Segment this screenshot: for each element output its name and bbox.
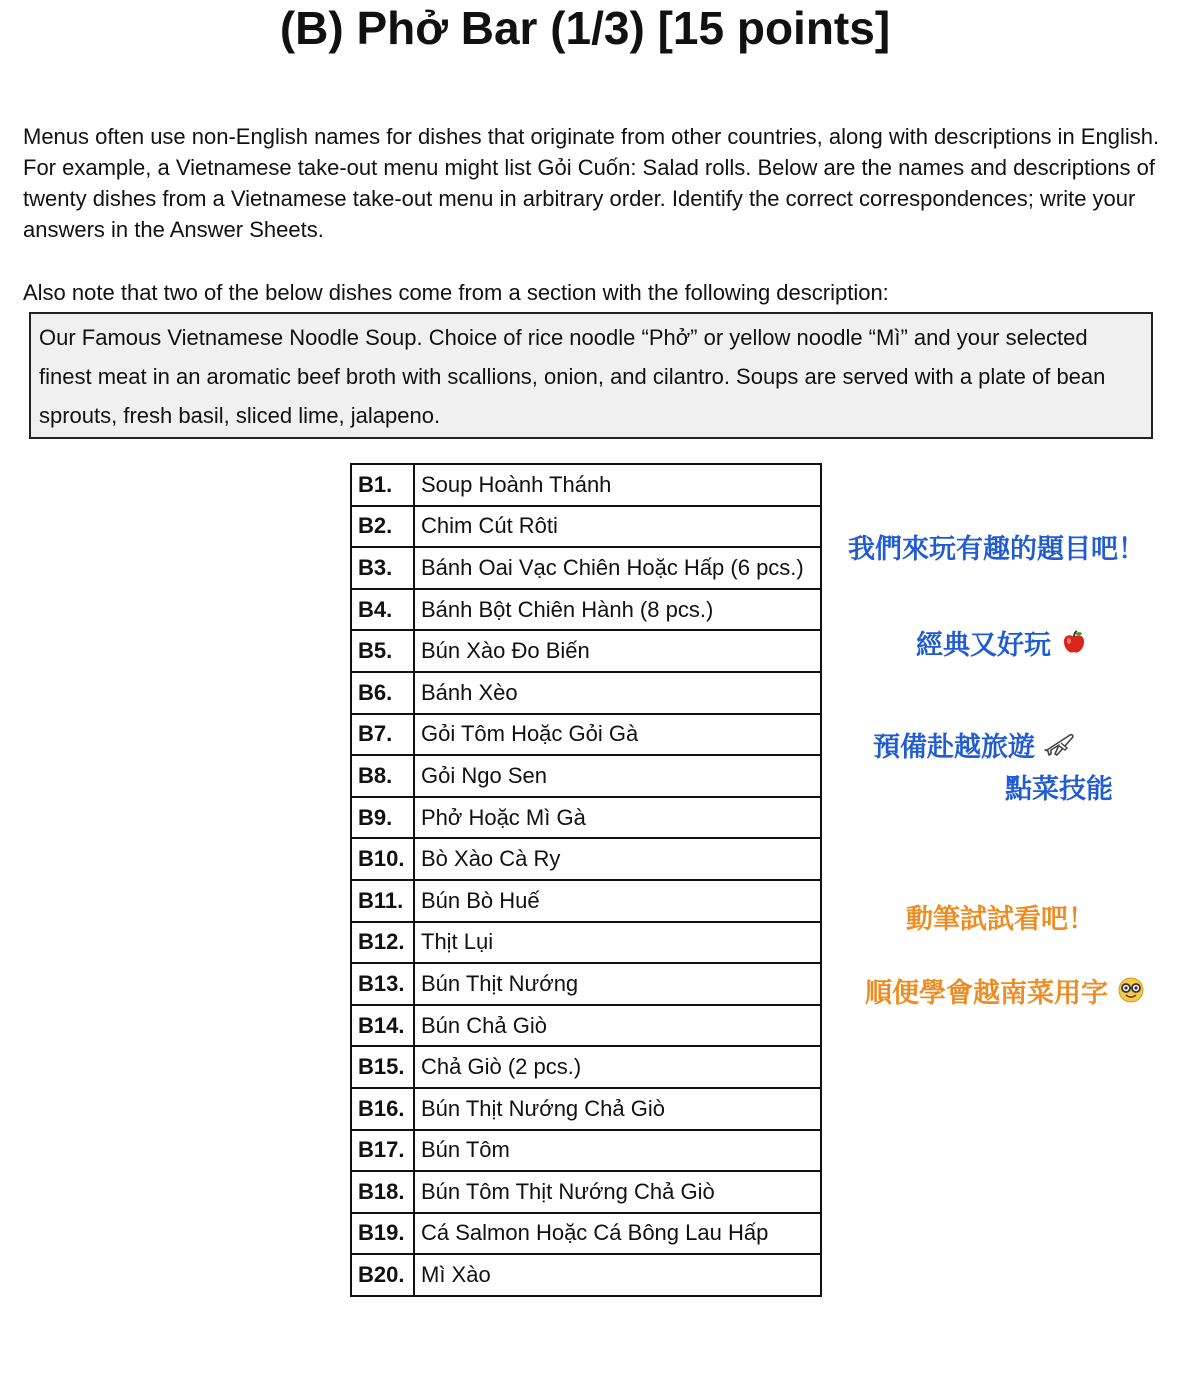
dish-name: Cá Salmon Hoặc Cá Bông Lau Hấp <box>414 1213 821 1255</box>
dish-code: B7. <box>351 714 414 756</box>
dish-row <box>351 963 821 1005</box>
dish-code: B11. <box>351 880 414 922</box>
dish-code: B14. <box>351 1005 414 1047</box>
dish-code: B3. <box>351 547 414 589</box>
dish-table <box>350 463 822 1297</box>
side-note-5: 動筆試試看吧！ <box>906 904 1095 935</box>
dish-name: Chim Cút Rôti <box>414 506 821 548</box>
side-note-1: 我們來玩有趣的題目吧！ <box>848 534 1145 565</box>
dish-row <box>351 1088 821 1130</box>
dish-name: Bún Xào Đo Biến <box>414 630 821 672</box>
dish-row <box>351 630 821 672</box>
dish-code: B10. <box>351 838 414 880</box>
side-note-4: 點菜技能 <box>1005 774 1113 805</box>
dish-name: Bún Tôm Thịt Nướng Chả Giò <box>414 1171 821 1213</box>
dish-row <box>351 1254 821 1296</box>
dish-name: Bún Chả Giò <box>414 1005 821 1047</box>
side-note-2-text: 經典又好玩 <box>916 630 1051 661</box>
dish-name: Bánh Oai Vạc Chiên Hoặc Hấp (6 pcs.) <box>414 547 821 589</box>
intro-paragraph: Menus often use non-English names for dishes that originate from other countries, along with descriptions in English. For example, a Vietnamese take-out menu might list Gỏi Cuốn: Salad rolls. Below are the names and descriptions of twenty dishes from a Vietnamese take-out menu in arbitrary order. Identify the correct correspondences; write your answers in the Answer Sheets. <box>23 124 1160 242</box>
dish-row <box>351 1213 821 1255</box>
dish-code: B17. <box>351 1130 414 1172</box>
side-note-6-text: 順便學會越南菜用字 <box>865 978 1108 1009</box>
dish-code: B5. <box>351 630 414 672</box>
dish-code: B15. <box>351 1046 414 1088</box>
dish-name: Phở Hoặc Mì Gà <box>414 797 821 839</box>
dish-name: Bún Bò Huế <box>414 880 821 922</box>
section-description-box: Our Famous Vietnamese Noodle Soup. Choice of rice noodle “Phở” or yellow noodle “Mì” and your selected finest meat in an aromatic beef broth with scallions, onion, and cilantro. Soups are served with a plate of bean sprouts, fresh basil, sliced lime, jalapeno. <box>29 312 1153 439</box>
note-intro: Also note that two of the below dishes come from a section with the following description: <box>23 280 889 305</box>
dish-name: Bánh Xèo <box>414 672 821 714</box>
nerd-face-icon <box>1117 976 1145 1013</box>
dish-row <box>351 464 821 506</box>
dish-row <box>351 589 821 631</box>
dish-code: B18. <box>351 1171 414 1213</box>
side-note-3 <box>873 730 1076 767</box>
page-title: (B) Phở Bar (1/3) [15 points] <box>279 2 891 54</box>
side-note-3-text: 預備赴越旅遊 <box>873 732 1035 763</box>
dish-name: Chả Giò (2 pcs.) <box>414 1046 821 1088</box>
side-note-2 <box>916 628 1088 665</box>
dish-row <box>351 922 821 964</box>
dish-name: Bún Tôm <box>414 1130 821 1172</box>
dish-row <box>351 1046 821 1088</box>
dish-name: Soup Hoành Thánh <box>414 464 821 506</box>
dish-code: B1. <box>351 464 414 506</box>
dish-row <box>351 838 821 880</box>
dish-code: B19. <box>351 1213 414 1255</box>
dish-code: B8. <box>351 755 414 797</box>
dish-code: B6. <box>351 672 414 714</box>
dish-code: B2. <box>351 506 414 548</box>
dish-code: B4. <box>351 589 414 631</box>
apple-icon <box>1060 628 1088 665</box>
dish-name: Bún Thịt Nướng <box>414 963 821 1005</box>
dish-name: Gỏi Ngo Sen <box>414 755 821 797</box>
dish-code: B13. <box>351 963 414 1005</box>
dish-name: Bánh Bột Chiên Hành (8 pcs.) <box>414 589 821 631</box>
dish-row <box>351 714 821 756</box>
airplane-icon <box>1044 730 1076 767</box>
dish-name: Mì Xào <box>414 1254 821 1296</box>
dish-row <box>351 672 821 714</box>
dish-row <box>351 1171 821 1213</box>
dish-code: B20. <box>351 1254 414 1296</box>
dish-row <box>351 797 821 839</box>
dish-row <box>351 506 821 548</box>
dish-name: Gỏi Tôm Hoặc Gỏi Gà <box>414 714 821 756</box>
dish-code: B12. <box>351 922 414 964</box>
dish-name: Thịt Lụi <box>414 922 821 964</box>
dish-row <box>351 547 821 589</box>
dish-name: Bò Xào Cà Ry <box>414 838 821 880</box>
dish-code: B9. <box>351 797 414 839</box>
dish-row <box>351 1005 821 1047</box>
dish-row <box>351 1130 821 1172</box>
dish-name: Bún Thịt Nướng Chả Giò <box>414 1088 821 1130</box>
dish-row <box>351 880 821 922</box>
dish-code: B16. <box>351 1088 414 1130</box>
side-note-6 <box>865 976 1145 1013</box>
dish-row <box>351 755 821 797</box>
